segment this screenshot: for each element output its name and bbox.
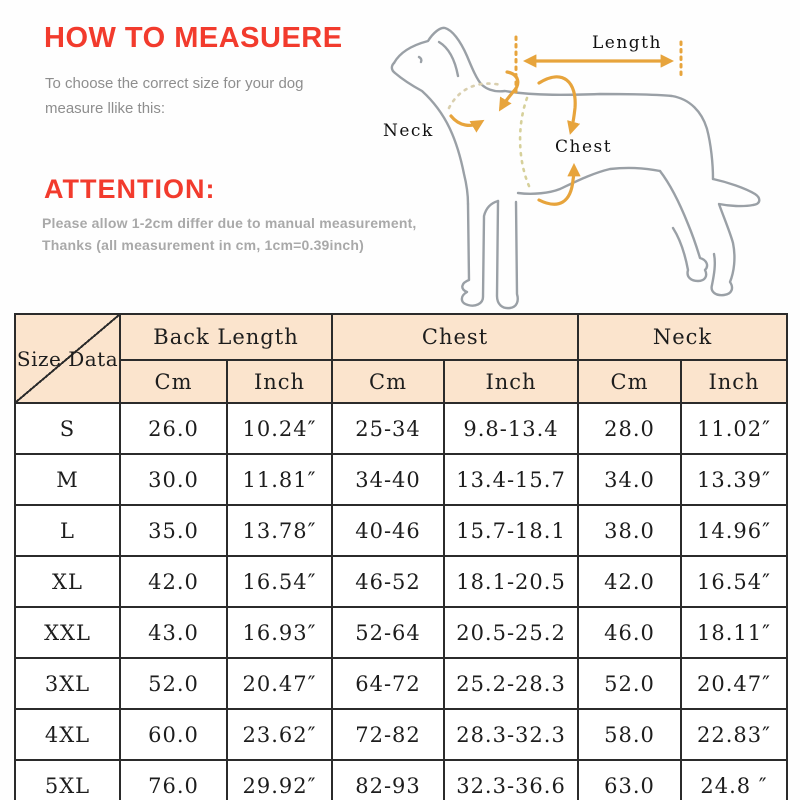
value-cell: 40-46	[332, 505, 444, 556]
value-cell: 43.0	[120, 607, 227, 658]
value-cell: 29.92″	[227, 760, 332, 800]
neck-label: Neck	[383, 121, 434, 141]
neck-cm-header: Cm	[578, 360, 681, 403]
value-cell: 28.0	[578, 403, 681, 454]
col-group-chest: Chest	[332, 314, 578, 360]
size-cell: 5XL	[15, 760, 120, 800]
chest-cm-header: Cm	[332, 360, 444, 403]
value-cell: 52.0	[578, 658, 681, 709]
neck-inch-header: Inch	[681, 360, 787, 403]
value-cell: 9.8-13.4	[444, 403, 578, 454]
value-cell: 18.11″	[681, 607, 787, 658]
value-cell: 16.93″	[227, 607, 332, 658]
value-cell: 16.54″	[681, 556, 787, 607]
value-cell: 23.62″	[227, 709, 332, 760]
table-group-header-row	[15, 314, 787, 360]
table-row	[15, 505, 787, 556]
value-cell: 38.0	[578, 505, 681, 556]
value-cell: 10.24″	[227, 403, 332, 454]
value-cell: 22.83″	[681, 709, 787, 760]
chest-inch-header: Inch	[444, 360, 578, 403]
value-cell: 34.0	[578, 454, 681, 505]
measurement-arrows	[451, 37, 681, 204]
value-cell: 11.02″	[681, 403, 787, 454]
chest-arrow-top	[539, 77, 575, 131]
value-cell: 24.8 ″	[681, 760, 787, 800]
value-cell: 25-34	[332, 403, 444, 454]
value-cell: 46.0	[578, 607, 681, 658]
value-cell: 13.39″	[681, 454, 787, 505]
table-row	[15, 709, 787, 760]
value-cell: 52.0	[120, 658, 227, 709]
back-length-inch-header: Inch	[227, 360, 332, 403]
value-cell: 64-72	[332, 658, 444, 709]
value-cell: 72-82	[332, 709, 444, 760]
value-cell: 35.0	[120, 505, 227, 556]
table-unit-header-row	[15, 360, 787, 403]
size-cell: L	[15, 505, 120, 556]
size-cell: M	[15, 454, 120, 505]
value-cell: 52-64	[332, 607, 444, 658]
dog-measurement-diagram	[355, 4, 800, 314]
value-cell: 32.3-36.6	[444, 760, 578, 800]
value-cell: 42.0	[120, 556, 227, 607]
value-cell: 60.0	[120, 709, 227, 760]
table-row	[15, 403, 787, 454]
table-row	[15, 607, 787, 658]
value-cell: 30.0	[120, 454, 227, 505]
chest-label: Chest	[555, 137, 613, 157]
value-cell: 58.0	[578, 709, 681, 760]
attention-note-line-1: Please allow 1-2cm differ due to manual measurement,	[42, 215, 417, 231]
value-cell: 42.0	[578, 556, 681, 607]
col-group-back-length: Back Length	[120, 314, 332, 360]
value-cell: 13.4-15.7	[444, 454, 578, 505]
value-cell: 28.3-32.3	[444, 709, 578, 760]
value-cell: 20.47″	[681, 658, 787, 709]
length-label: Length	[592, 33, 662, 53]
value-cell: 34-40	[332, 454, 444, 505]
size-cell: 3XL	[15, 658, 120, 709]
attention-note-line-2: Thanks (all measurement in cm, 1cm=0.39inch)	[42, 237, 364, 253]
value-cell: 13.78″	[227, 505, 332, 556]
col-group-neck: Neck	[578, 314, 787, 360]
size-data-corner-cell: Size Data	[15, 314, 120, 403]
value-cell: 46-52	[332, 556, 444, 607]
table-row	[15, 760, 787, 800]
value-cell: 63.0	[578, 760, 681, 800]
size-chart-table	[14, 313, 788, 800]
attention-title: ATTENTION:	[44, 174, 216, 204]
value-cell: 76.0	[120, 760, 227, 800]
size-table-body	[15, 403, 787, 800]
value-cell: 18.1-20.5	[444, 556, 578, 607]
chest-dashed-guide	[520, 98, 529, 186]
value-cell: 82-93	[332, 760, 444, 800]
intro-line-1: To choose the correct size for your dog	[45, 75, 304, 92]
value-cell: 20.5-25.2	[444, 607, 578, 658]
back-length-cm-header: Cm	[120, 360, 227, 403]
neck-dashed-guide	[449, 84, 501, 108]
value-cell: 25.2-28.3	[444, 658, 578, 709]
size-cell: XL	[15, 556, 120, 607]
intro-text	[45, 71, 303, 121]
value-cell: 11.81″	[227, 454, 332, 505]
table-row	[15, 454, 787, 505]
page-title: HOW TO MEASUERE	[44, 22, 343, 54]
size-cell: 4XL	[15, 709, 120, 760]
value-cell: 26.0	[120, 403, 227, 454]
value-cell: 14.96″	[681, 505, 787, 556]
size-cell: XXL	[15, 607, 120, 658]
table-row	[15, 658, 787, 709]
value-cell: 16.54″	[227, 556, 332, 607]
neck-arrow	[451, 116, 481, 125]
intro-line-2: measure llike this:	[45, 100, 166, 117]
value-cell: 15.7-18.1	[444, 505, 578, 556]
table-row	[15, 556, 787, 607]
value-cell: 20.47″	[227, 658, 332, 709]
size-cell: S	[15, 403, 120, 454]
